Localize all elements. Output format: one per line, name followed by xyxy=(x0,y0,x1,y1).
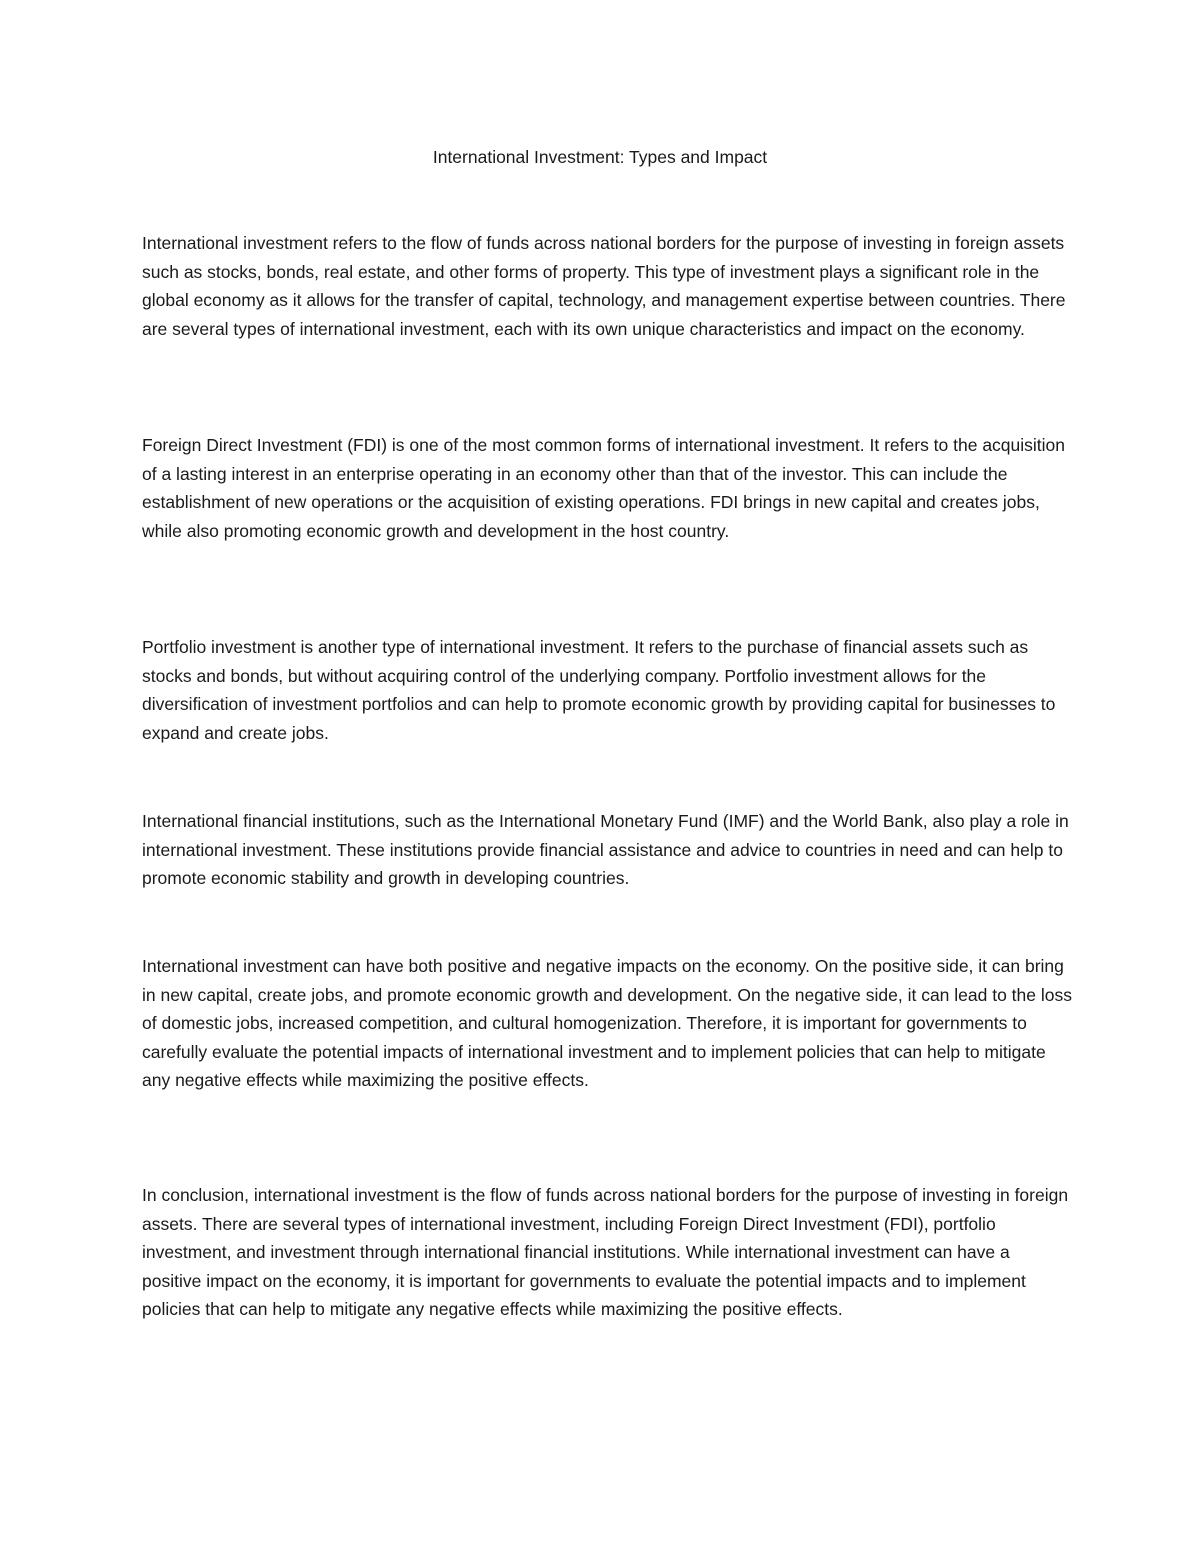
paragraph-fdi: Foreign Direct Investment (FDI) is one of the most common forms of international investment. It refers to the acquisition of a lasting interest in an enterprise operating in an economy other than that of the investor. This can include the establishment of new operations or the acquisition of existing operations. FDI brings in new capital and creates jobs, while also promoting economic growth and development in the host country. xyxy=(142,435,1066,541)
document-title: International Investment: Types and Impact xyxy=(432,147,768,167)
paragraph-conclusion: In conclusion, international investment is the flow of funds across national borders for the purpose of investing in foreign assets. There are several types of international investment, including Foreign Direct Investment (FDI), portfolio investment, and investment through international financial institutions. While international investment can have a positive impact on the economy, it is important for governments to evaluate the potential impacts and to implement policies that can help to mitigate any negative effects while maximizing the positive effects. xyxy=(142,1185,1069,1320)
paragraph-financial-institutions: International financial institutions, such as the International Monetary Fund (IMF) and the World Bank, also play a role in international investment. These institutions provide financial assistance and advice to countries in need and can help to promote economic stability and growth in developing countries. xyxy=(142,811,1069,889)
paragraph-portfolio-investment: Portfolio investment is another type of international investment. It refers to the purchase of financial assets such as stocks and bonds, but without acquiring control of the underlying company. Portfolio investment allows for the diversification of investment portfolios and can help to promote economic growth by providing capital for businesses to expand and create jobs. xyxy=(142,637,1056,743)
paragraph-introduction: International investment refers to the flow of funds across national borders for the purpose of investing in foreign assets such as stocks, bonds, real estate, and other forms of property. This type of investment plays a significant role in the global economy as it allows for the transfer of capital, technology, and management expertise between countries. There are several types of international investment, each with its own unique characteristics and impact on the economy. xyxy=(142,233,1066,339)
paragraph-impacts: International investment can have both positive and negative impacts on the economy. On the positive side, it can bring in new capital, create jobs, and promote economic growth and development. On the negative side, it can lead to the loss of domestic jobs, increased competition, and cultural homogenization. Therefore, it is important for governments to carefully evaluate the potential impacts of international investment and to implement policies that can help to mitigate any negative effects while maximizing the positive effects. xyxy=(142,956,1072,1091)
